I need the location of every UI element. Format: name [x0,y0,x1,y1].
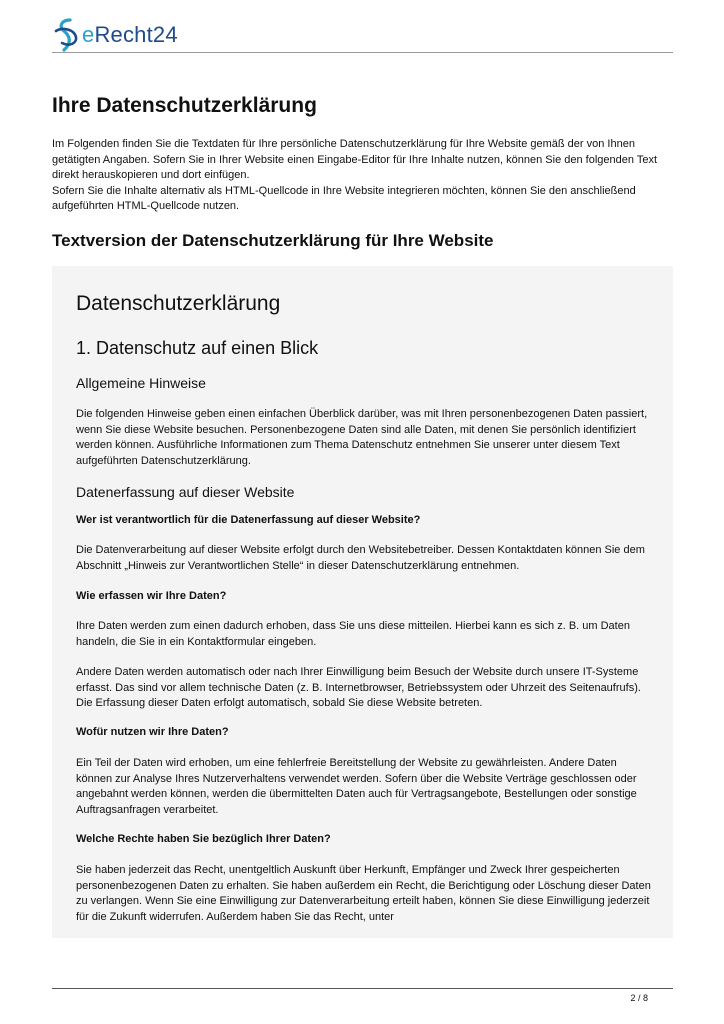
question-heading: Wofür nutzen wir Ihre Daten? [76,726,229,738]
paragraph: Andere Daten werden automatisch oder nach Ihrer Einwilligung beim Besuch der Website durch unsere IT-Systeme erfasst. Das sind vor allem technische Daten (z. B. Internetbrowser, Betriebssystem oder Uhrzeit des Seitenaufrufs). Die Erfassung dieser Daten erfolgt automatisch, sobald Sie diese Website betreten. [76,666,641,709]
section-heading: 1. Datenschutz auf einen Blick [76,338,319,358]
paragraph: Sie haben jederzeit das Recht, unentgeltlich Auskunft über Herkunft, Empfänger und Zweck Ihrer gespeicherten personenbezogenen Daten zu erhalten. Sie haben außerdem ein Recht, die Berichtigung oder Löschung dieser Daten zu verlangen. Wenn Sie eine Einwilligung zur Datenverarbeitung erteilt haben, können Sie diese Einwilligung jederzeit für die Zukunft widerrufen. Außerdem haben Sie das Recht, unter [76,864,651,923]
logo [52,16,178,54]
subsection-heading: Allgemeine Hinweise [76,375,206,391]
section-subtitle: Textversion der Datenschutzerklärung für Ihre Website [52,231,494,250]
policy-title: Datenschutzerklärung [76,292,281,315]
page-title: Ihre Datenschutzerklärung [52,94,317,117]
intro-paragraph: Im Folgenden finden Sie die Textdaten für Ihre persönliche Datenschutzerklärung für Ihre Website gemäß der von Ihnen getätigten Angaben. Sofern Sie in Ihrer Website einen Eingabe-Editor für Ihre Inhalte nutzen, können Sie den folgenden Text direkt herauskopieren und dort einfügen. [52,138,658,181]
question-heading: Wer ist verantwortlich für die Datenerfassung auf dieser Website? [76,514,421,526]
paragraph: Ihre Daten werden zum einen dadurch erhoben, dass Sie uns diese mitteilen. Hierbei kann es sich z. B. um Daten handeln, die Sie in ein Kontaktformular eingeben. [76,620,630,648]
subsection-heading: Datenerfassung auf dieser Website [76,484,295,500]
footer-divider [52,988,673,989]
question-heading: Welche Rechte haben Sie bezüglich Ihrer Daten? [76,833,331,845]
paragraph: Ein Teil der Daten wird erhoben, um eine fehlerfreie Bereitstellung der Website zu gewährleisten. Andere Daten können zur Analyse Ihres Nutzerverhaltens verwendet werden. Sofern über die Website Verträge geschlossen oder angebahnt werden können, werden die übermittelten Daten auch für Vertragsangebote, Bestellungen oder sonstige Auftragsanfragen verarbeitet. [76,757,637,816]
intro-paragraph: Sofern Sie die Inhalte alternativ als HTML-Quellcode in Ihre Website integrieren möchten, können Sie den anschließend aufgeführten HTML-Quellcode nutzen. [52,184,636,212]
header-divider [52,52,673,53]
paragraph: Die folgenden Hinweise geben einen einfachen Überblick darüber, was mit Ihren personenbezogenen Daten passiert, wenn Sie diese Website besuchen. Personenbezogene Daten sind alle Daten, mit denen Sie persönlich identifiziert werden können. Ausführliche Informationen zum Thema Datenschutz entnehmen Sie unserer unter diesem Text aufgeführten Datenschutzerklärung. [76,408,648,467]
logo-text: eRecht24 [82,22,178,47]
logo-swirl-icon [52,17,80,53]
paragraph: Die Datenverarbeitung auf dieser Website erfolgt durch den Websitebetreiber. Dessen Kontaktdaten können Sie dem Abschnitt „Hinweis zur Verantwortlichen Stelle“ in dieser Datenschutzerklärung entnehmen. [76,544,645,572]
intro-text [52,137,662,215]
question-heading: Wie erfassen wir Ihre Daten? [76,590,227,602]
page-number: 2 / 8 [630,993,648,1003]
policy-text-box [52,266,673,938]
